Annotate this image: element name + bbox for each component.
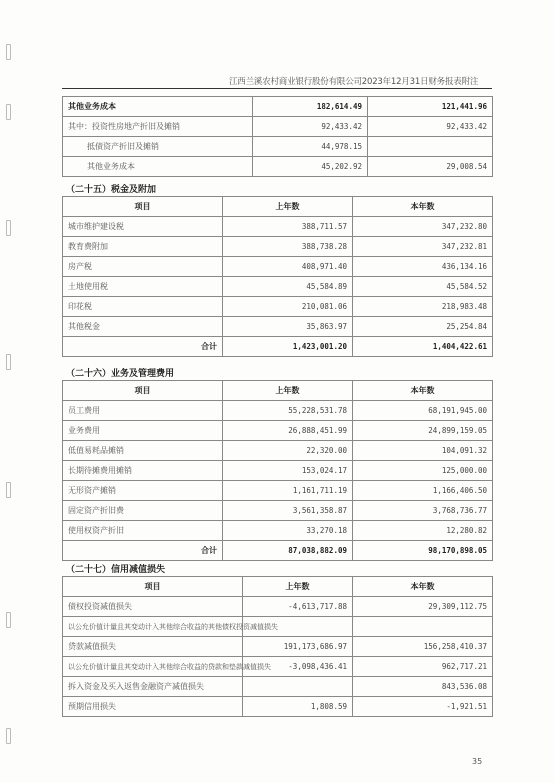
- row-label: 固定资产折旧费: [63, 501, 223, 521]
- table-row: [63, 117, 493, 137]
- col-header-item: 项目: [63, 197, 223, 217]
- binder-mark: [6, 482, 11, 498]
- row-label: 预期信用损失: [63, 697, 243, 717]
- row-label: 贷款减值损失: [63, 637, 243, 657]
- total-curr: 1,404,422.61: [353, 337, 493, 357]
- row-label: 其中：投资性房地产折旧及摊销: [63, 117, 253, 137]
- curr-value: [353, 617, 493, 637]
- prev-value: 210,081.06: [223, 297, 353, 317]
- curr-value: 1,166,406.50: [353, 481, 493, 501]
- curr-value: 68,191,945.00: [353, 401, 493, 421]
- page-header: 江西兰溪农村商业银行股份有限公司2023年12月31日财务报表附注: [229, 77, 479, 87]
- col-header-item: 项目: [63, 381, 223, 401]
- binder-mark: [6, 728, 11, 744]
- table-row: [63, 657, 493, 677]
- row-label: 以公允价值计量且其变动计入其他综合收益的其他债权投资减值损失: [63, 617, 243, 637]
- curr-value: 3,768,736.77: [353, 501, 493, 521]
- curr-value: -1,921.51: [353, 697, 493, 717]
- table-row: [63, 137, 493, 157]
- binder-mark: [6, 612, 11, 628]
- table-row: [63, 157, 493, 177]
- curr-value: 962,717.21: [353, 657, 493, 677]
- row-label: 房产税: [63, 257, 223, 277]
- row-label: 以公允价值计量且其变动计入其他综合收益的贷款和垫款减值损失: [63, 657, 243, 677]
- row-label: 员工费用: [63, 401, 223, 421]
- admin-expenses-table: [62, 380, 493, 561]
- table-header-row: [63, 577, 493, 597]
- col-header-prev: 上年数: [243, 577, 353, 597]
- curr-value: 29,008.54: [368, 157, 493, 177]
- other-business-cost-table: [62, 96, 493, 177]
- total-prev: 1,423,001.20: [223, 337, 353, 357]
- total-prev: 87,038,882.09: [223, 541, 353, 561]
- row-label: 土地使用税: [63, 277, 223, 297]
- row-label: 教育费附加: [63, 237, 223, 257]
- col-header-prev: 上年数: [223, 197, 353, 217]
- curr-value: [368, 137, 493, 157]
- table-row: [63, 617, 493, 637]
- prev-value: 1,161,711.19: [223, 481, 353, 501]
- row-label: 使用权资产折旧: [63, 521, 223, 541]
- table-row: [63, 317, 493, 337]
- row-label: 业务费用: [63, 421, 223, 441]
- binder-mark: [6, 44, 11, 60]
- total-label: 合计: [63, 337, 223, 357]
- table-row: [63, 441, 493, 461]
- table-row: [63, 257, 493, 277]
- curr-value: 25,254.84: [353, 317, 493, 337]
- prev-value: -3,098,436.41: [243, 657, 353, 677]
- table-row: [63, 277, 493, 297]
- prev-value: [243, 677, 353, 697]
- binder-mark: [6, 354, 11, 370]
- table-header-row: [63, 381, 493, 401]
- section-title-taxes: （二十五）税金及附加: [66, 185, 157, 195]
- row-label: 抵债资产折旧及摊销: [63, 137, 253, 157]
- table-row: [63, 501, 493, 521]
- col-header-curr: 本年数: [353, 381, 493, 401]
- prev-value: 33,270.18: [223, 521, 353, 541]
- section-title-credit-impairment: （二十七）信用减值损失: [66, 565, 166, 575]
- curr-value: 121,441.96: [368, 97, 493, 117]
- taxes-table: [62, 196, 493, 357]
- prev-value: 1,808.59: [243, 697, 353, 717]
- curr-value: 347,232.80: [353, 217, 493, 237]
- row-label: 其他业务成本: [63, 97, 253, 117]
- prev-value: 191,173,686.97: [243, 637, 353, 657]
- col-header-curr: 本年数: [353, 197, 493, 217]
- prev-value: 182,614.49: [253, 97, 368, 117]
- table-row: [63, 521, 493, 541]
- table-header-row: [63, 197, 493, 217]
- curr-value: 125,000.00: [353, 461, 493, 481]
- prev-value: 45,202.92: [253, 157, 368, 177]
- total-row: [63, 541, 493, 561]
- row-label: 拆入资金及买入返售金融资产减值损失: [63, 677, 243, 697]
- curr-value: 45,584.52: [353, 277, 493, 297]
- prev-value: 45,584.89: [223, 277, 353, 297]
- table-row: [63, 217, 493, 237]
- header-rule: [62, 88, 492, 89]
- section-title-admin-expenses: （二十六）业务及管理费用: [66, 369, 175, 379]
- prev-value: 44,978.15: [253, 137, 368, 157]
- curr-value: 104,091.32: [353, 441, 493, 461]
- prev-value: 92,433.42: [253, 117, 368, 137]
- table-row: [63, 597, 493, 617]
- curr-value: 843,536.08: [353, 677, 493, 697]
- prev-value: -4,613,717.88: [243, 597, 353, 617]
- prev-value: 22,320.00: [223, 441, 353, 461]
- prev-value: 55,228,531.78: [223, 401, 353, 421]
- total-curr: 98,170,898.05: [353, 541, 493, 561]
- row-label: 长期待摊费用摊销: [63, 461, 223, 481]
- table-row: [63, 401, 493, 421]
- page-number: 35: [472, 757, 483, 766]
- table-row: [63, 421, 493, 441]
- curr-value: 436,134.16: [353, 257, 493, 277]
- row-label: 其他税金: [63, 317, 223, 337]
- row-label: 其他业务成本: [63, 157, 253, 177]
- table-row: [63, 297, 493, 317]
- row-label: 城市维护建设税: [63, 217, 223, 237]
- curr-value: 92,433.42: [368, 117, 493, 137]
- binder-mark: [6, 104, 11, 120]
- credit-impairment-table: [62, 576, 493, 717]
- table-row: [63, 237, 493, 257]
- curr-value: 347,232.81: [353, 237, 493, 257]
- prev-value: 153,024.17: [223, 461, 353, 481]
- table-row: [63, 697, 493, 717]
- total-row: [63, 337, 493, 357]
- table-row: [63, 637, 493, 657]
- row-label: 低值易耗品摊销: [63, 441, 223, 461]
- total-label: 合计: [63, 541, 223, 561]
- curr-value: 218,983.48: [353, 297, 493, 317]
- table-row: [63, 481, 493, 501]
- curr-value: 156,258,410.37: [353, 637, 493, 657]
- prev-value: 35,863.97: [223, 317, 353, 337]
- row-label: 印花税: [63, 297, 223, 317]
- curr-value: 12,280.82: [353, 521, 493, 541]
- prev-value: 26,888,451.99: [223, 421, 353, 441]
- curr-value: 24,899,159.05: [353, 421, 493, 441]
- row-label: 债权投资减值损失: [63, 597, 243, 617]
- table-row: [63, 461, 493, 481]
- col-header-prev: 上年数: [223, 381, 353, 401]
- row-label: 无形资产摊销: [63, 481, 223, 501]
- table-row: [63, 97, 493, 117]
- col-header-item: 项目: [63, 577, 243, 597]
- binder-mark: [6, 220, 11, 236]
- prev-value: 408,971.40: [223, 257, 353, 277]
- prev-value: 3,561,358.87: [223, 501, 353, 521]
- table-row: [63, 677, 493, 697]
- curr-value: 29,309,112.75: [353, 597, 493, 617]
- prev-value: 388,738.28: [223, 237, 353, 257]
- col-header-curr: 本年数: [353, 577, 493, 597]
- prev-value: 388,711.57: [223, 217, 353, 237]
